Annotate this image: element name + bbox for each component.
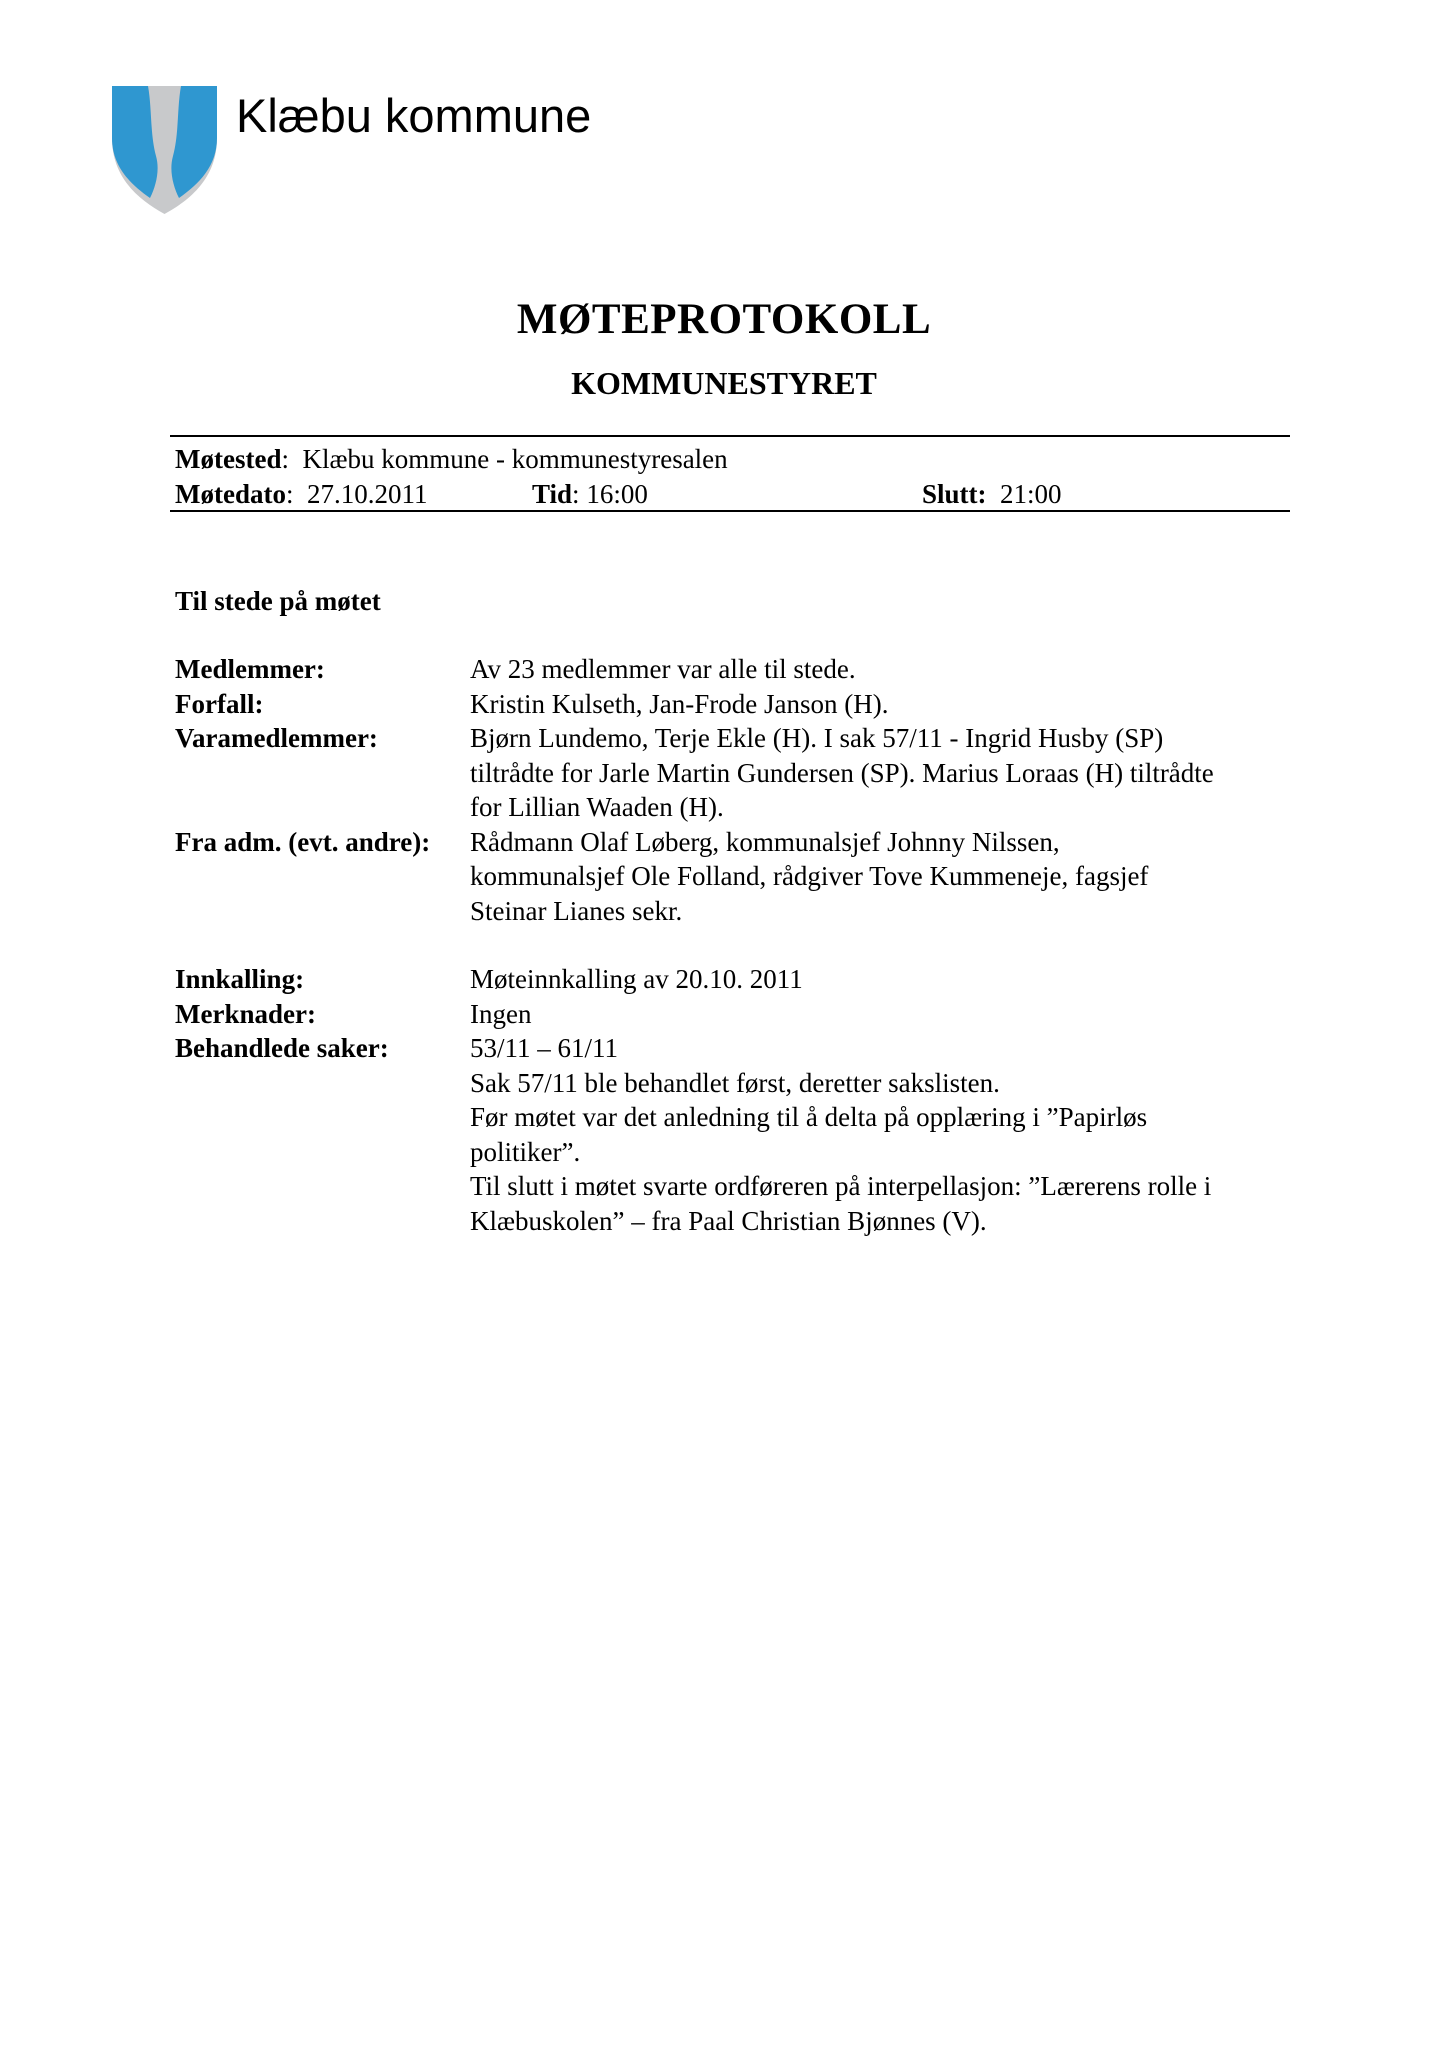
absent-label: Forfall: <box>175 688 264 719</box>
administration-line: Rådmann Olaf Løberg, kommunalsjef Johnny Nilssen, <box>470 826 1060 857</box>
attendance-heading: Til stede på møtet <box>175 586 381 616</box>
meeting-date-sep: : <box>285 479 294 509</box>
meeting-end-label: Slutt: <box>922 479 987 509</box>
substitutes-line: Bjørn Lundemo, Terje Ekle (H). I sak 57/11 - Ingrid Husby (SP) <box>470 723 1164 753</box>
meeting-place-sep: : <box>281 444 289 474</box>
members-value: Av 23 medlemmer var alle til stede. <box>470 654 856 684</box>
document-subtitle: KOMMUNESTYRET <box>571 365 877 401</box>
attendance-list <box>175 652 1295 928</box>
details-cases <box>175 1031 1295 1238</box>
klaebu-coat-of-arms-icon <box>112 86 217 214</box>
document-title: MØTEPROTOKOLL <box>516 296 932 343</box>
meeting-time-sep: : <box>572 479 580 509</box>
cases-line: politiker”. <box>470 1136 581 1167</box>
cases-line: Før møtet var det anledning til å delta på opplæring i ”Papirløs <box>470 1102 1148 1132</box>
meeting-date-label: Møtedato <box>175 479 286 509</box>
notice-value: Møteinnkalling av 20.10. 2011 <box>470 964 803 994</box>
meeting-time-value: 16:00 <box>586 479 648 509</box>
attendance-substitutes <box>175 721 1295 825</box>
attendance-members <box>175 652 1295 687</box>
details-notice <box>175 962 1295 997</box>
substitutes-line: for Lillian Waaden (H). <box>470 792 724 822</box>
organization-name: Klæbu kommune <box>236 89 592 142</box>
substitutes-label: Varamedlemmer: <box>175 723 378 753</box>
remarks-label: Merknader: <box>175 998 316 1029</box>
attendance-absent <box>175 687 1295 722</box>
cases-line: Til slutt i møtet svarte ordføreren på interpellasjon: ”Lærerens rolle i <box>470 1171 1212 1201</box>
remarks-value: Ingen <box>470 998 532 1029</box>
absent-value: Kristin Kulseth, Jan-Frode Janson (H). <box>470 688 889 719</box>
notice-label: Innkalling: <box>175 964 305 994</box>
cases-line: Klæbuskolen” – fra Paal Christian Bjønnes (V). <box>470 1205 987 1236</box>
cases-line: 53/11 – 61/11 <box>470 1033 618 1063</box>
header-rule-top <box>170 435 1290 437</box>
meeting-details <box>175 962 1295 1238</box>
cases-label: Behandlede saker: <box>175 1033 389 1063</box>
substitutes-line: tiltrådte for Jarle Martin Gundersen (SP). Marius Loraas (H) tiltrådte <box>470 757 1214 788</box>
attendance-administration <box>175 825 1295 929</box>
administration-label: Fra adm. (evt. andre): <box>175 826 431 857</box>
administration-line: kommunalsjef Ole Folland, rådgiver Tove Kummeneje, fagsjef <box>470 861 1149 891</box>
header-rule-bottom <box>170 510 1290 512</box>
meeting-end-value: 21:00 <box>1000 479 1062 509</box>
meeting-time-label: Tid <box>532 479 573 509</box>
administration-line: Steinar Lianes sekr. <box>470 895 683 926</box>
meeting-place-row <box>175 442 728 476</box>
cases-line: Sak 57/11 ble behandlet først, deretter sakslisten. <box>470 1067 1000 1098</box>
meeting-place-label: Møtested <box>175 444 282 474</box>
meeting-date-value: 27.10.2011 <box>306 479 428 509</box>
members-label: Medlemmer: <box>175 654 325 684</box>
meeting-place-value: Klæbu kommune - kommunestyresalen <box>302 444 728 474</box>
details-remarks <box>175 997 1295 1032</box>
